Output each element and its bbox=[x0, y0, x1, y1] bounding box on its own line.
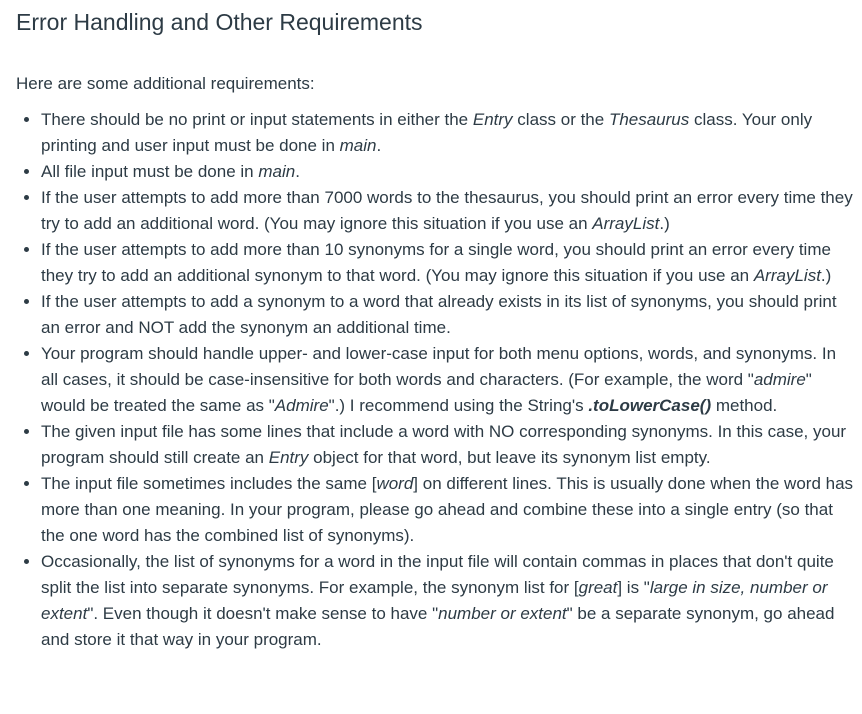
requirement-text: . bbox=[376, 136, 382, 155]
requirement-item bbox=[41, 159, 856, 185]
requirement-text: If the user attempts to add a synonym to a word that already exists in its list of synonyms, you should print an error and NOT add the synonym an additional time. bbox=[41, 292, 837, 337]
requirement-text: .) bbox=[659, 214, 670, 233]
requirement-text: ] is " bbox=[617, 578, 650, 597]
requirement-text: The given input file has some lines that include a word with NO corresponding synonyms. In this case, your program should still create an bbox=[41, 422, 847, 467]
requirements-list bbox=[16, 107, 856, 653]
requirement-text: class or the bbox=[512, 110, 609, 129]
emphasis-text: Thesaurus bbox=[608, 110, 690, 129]
emphasis-text: word bbox=[376, 474, 414, 493]
emphasis-text: number or extent bbox=[438, 604, 567, 623]
requirement-text: ". Even though it doesn't make sense to have " bbox=[87, 604, 439, 623]
emphasis-text: main bbox=[258, 162, 296, 181]
emphasis-text: .toLowerCase() bbox=[588, 396, 712, 415]
intro-text: Here are some additional requirements: bbox=[16, 74, 315, 93]
requirement-item bbox=[41, 419, 856, 471]
emphasis-text: large in size, number or extent bbox=[41, 578, 828, 623]
requirement-text: ] on different lines. This is usually done when the word has more than one meaning. In your program, please go ahead and combine these into a single entry (so that the one word has the combined list of synonyms). bbox=[41, 474, 854, 545]
requirement-text: ".) I recommend using the String's bbox=[328, 396, 589, 415]
requirement-item bbox=[41, 107, 856, 159]
requirement-text: " be a separate synonym, go ahead and store it that way in your program. bbox=[41, 604, 835, 649]
requirement-text: If the user attempts to add more than 10 synonyms for a single word, you should print an error every time they try to add an additional synonym to that word. (You may ignore this situation if you use an bbox=[41, 240, 831, 285]
emphasis-text: ArrayList bbox=[592, 214, 660, 233]
requirement-item bbox=[41, 237, 856, 289]
requirement-text: " would be treated the same as " bbox=[41, 370, 812, 415]
requirement-text: method. bbox=[711, 396, 778, 415]
emphasis-text: main bbox=[339, 136, 377, 155]
requirement-text: .) bbox=[820, 266, 832, 285]
emphasis-text: Entry bbox=[268, 448, 309, 467]
emphasis-text: Admire bbox=[274, 396, 329, 415]
requirement-text: The input file sometimes includes the same [ bbox=[41, 474, 377, 493]
requirement-text: Your program should handle upper- and lower-case input for both menu options, words, and synonyms. In all cases, it should be case-insensitive for both words and characters. (For example, the word " bbox=[41, 344, 837, 389]
requirement-text: class. Your only printing and user input must be done in bbox=[41, 110, 813, 155]
emphasis-text: Entry bbox=[472, 110, 513, 129]
requirement-item bbox=[41, 549, 856, 653]
emphasis-text: great bbox=[578, 578, 618, 597]
requirement-text: object for that word, but leave its synonym list empty. bbox=[308, 448, 711, 467]
requirement-item bbox=[41, 185, 856, 237]
requirement-text: . bbox=[295, 162, 300, 181]
requirement-text: Occasionally, the list of synonyms for a word in the input file will contain commas in places that don't quite split the list into separate synonyms. For example, the synonym list for [ bbox=[41, 552, 834, 597]
emphasis-text: admire bbox=[753, 370, 806, 389]
requirement-item bbox=[41, 289, 856, 341]
requirement-text: All file input must be done in bbox=[41, 162, 259, 181]
bold-text bbox=[588, 396, 711, 415]
requirement-text: If the user attempts to add more than 7000 words to the thesaurus, you should print an error every time they try to add an additional word. (You may ignore this situation if you use an bbox=[41, 188, 853, 233]
requirement-item bbox=[41, 471, 856, 549]
emphasis-text: ArrayList bbox=[753, 266, 821, 285]
requirement-item bbox=[41, 341, 856, 419]
requirement-text: There should be no print or input statements in either the bbox=[41, 110, 473, 129]
page-heading: Error Handling and Other Requirements bbox=[16, 9, 423, 35]
